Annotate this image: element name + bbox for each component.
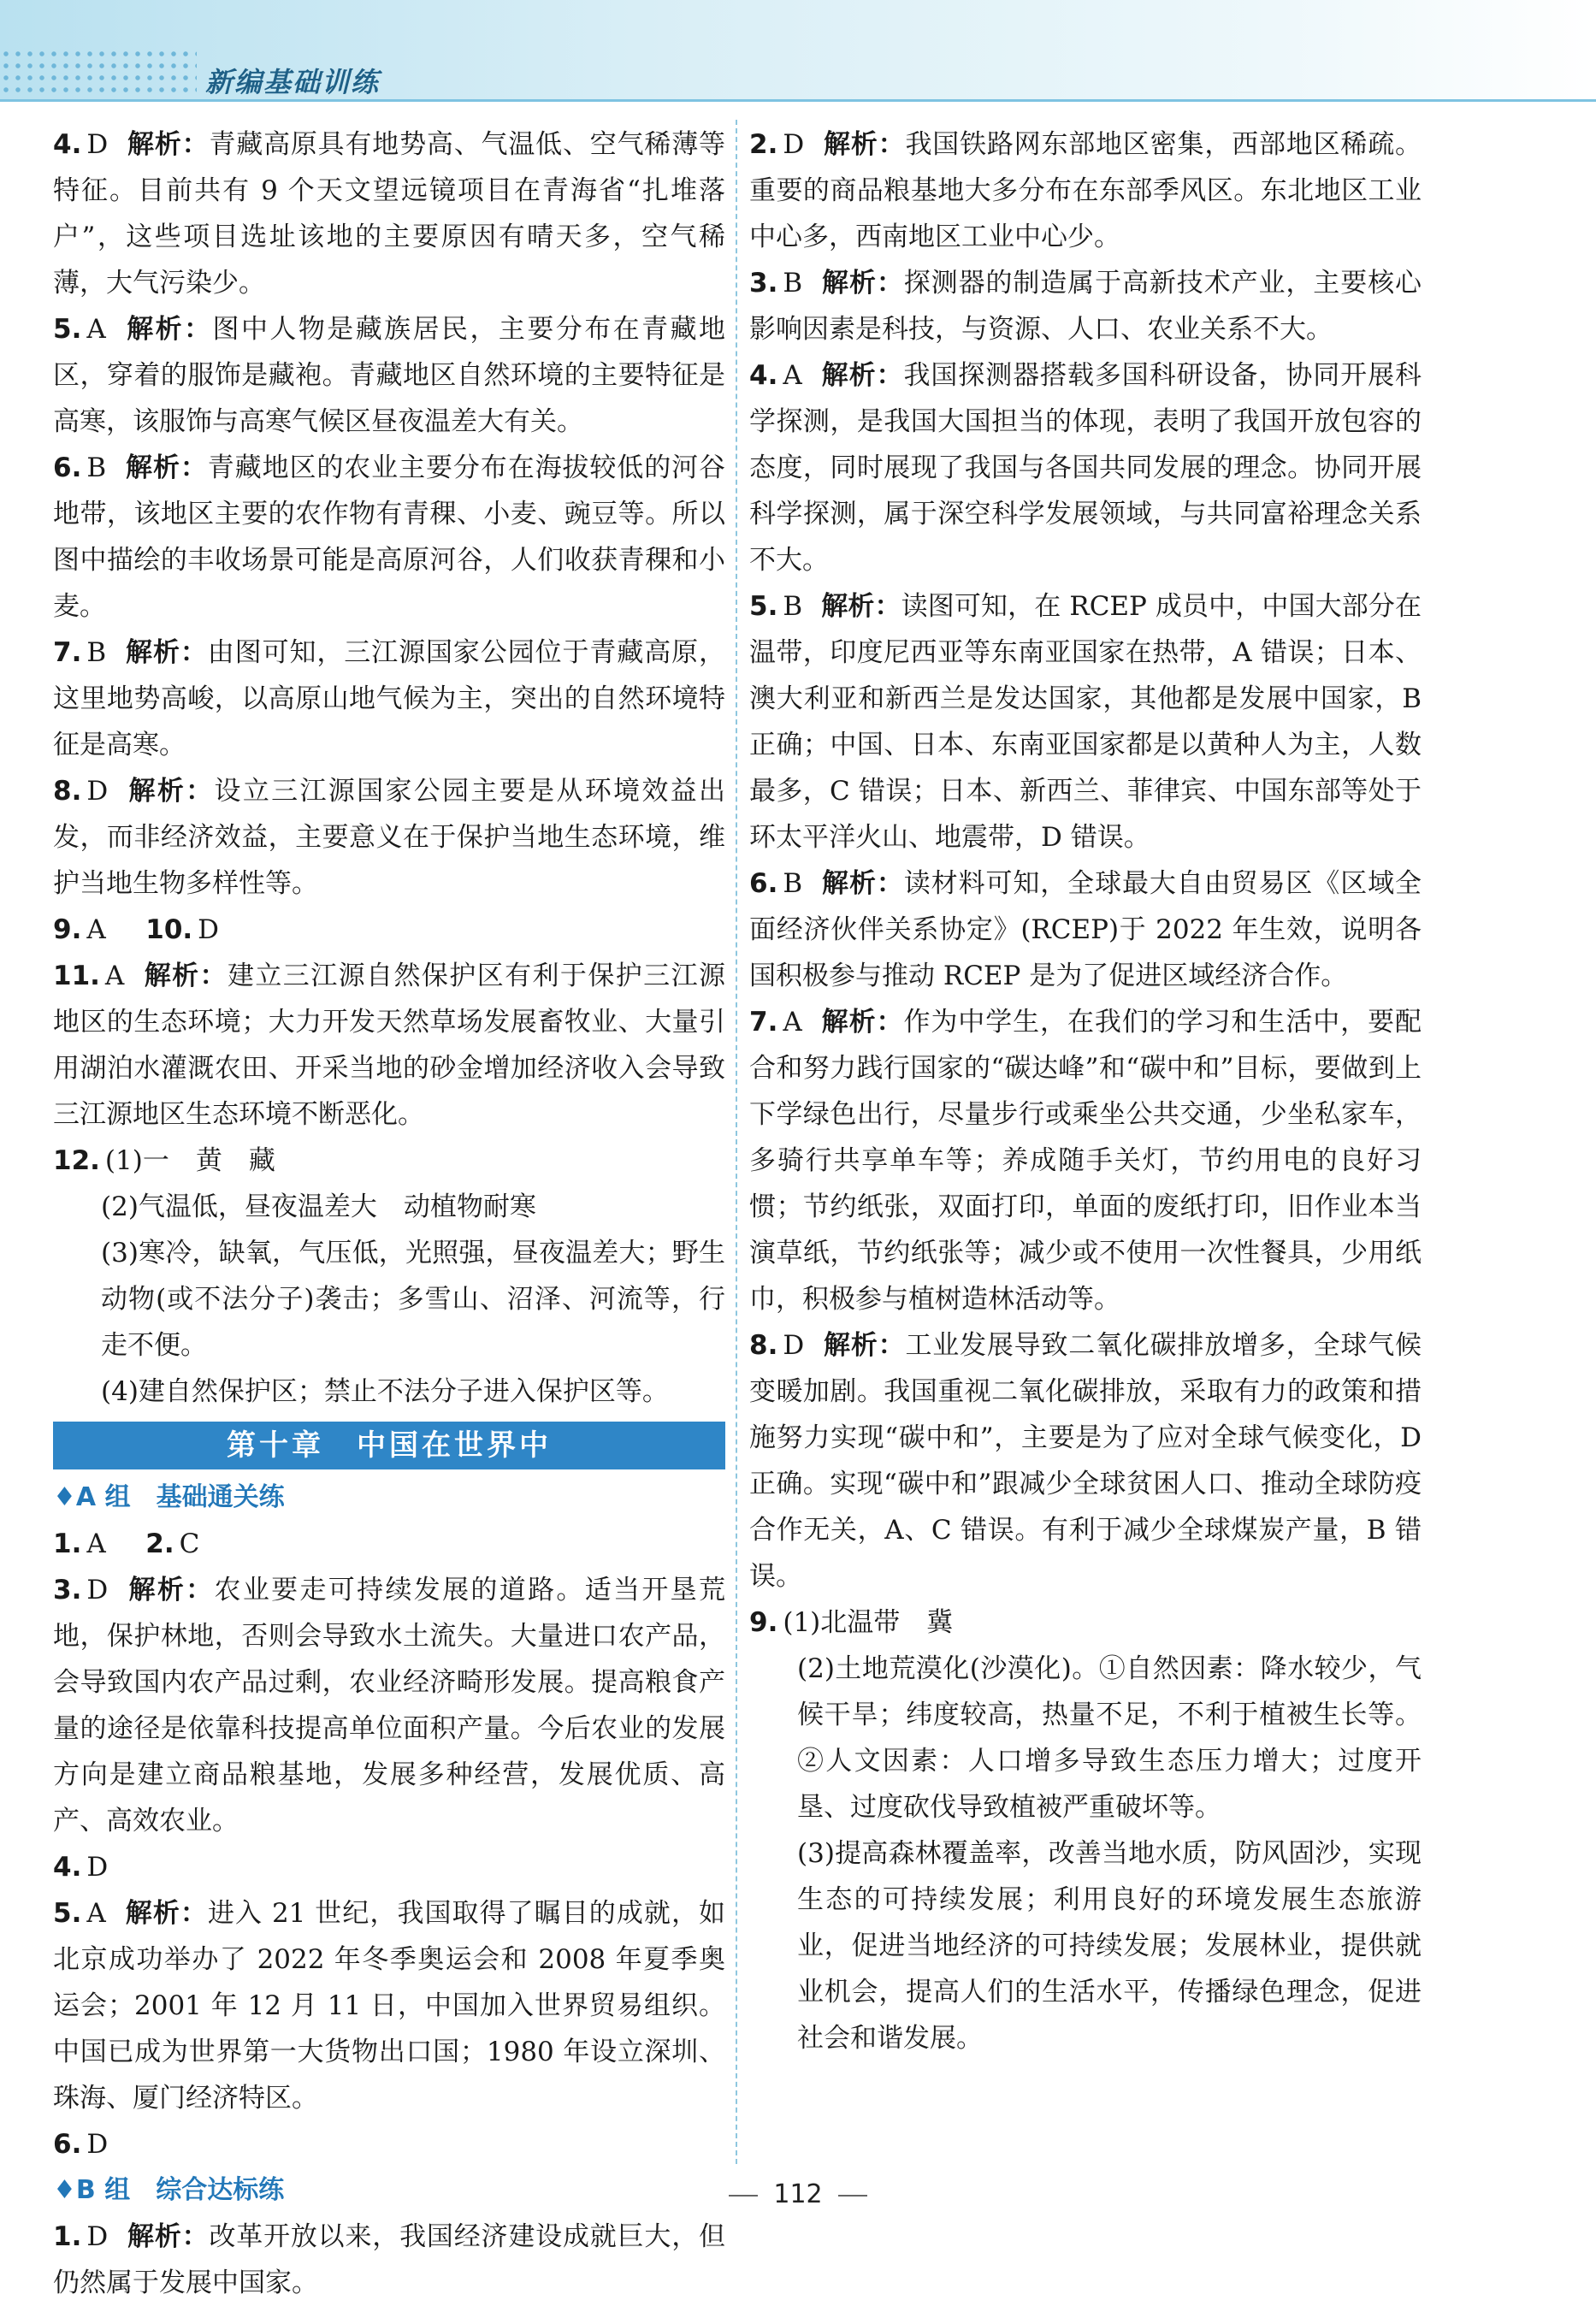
answer-item-12: 12. (1)一 黄 藏	[53, 1145, 275, 1176]
dash-left	[729, 2195, 758, 2197]
chapter-heading: 第十章 中国在世界中	[53, 1422, 725, 1469]
right-answer-list	[749, 121, 1422, 1599]
answer-item-r9: 9. (1)北温带 冀	[749, 1607, 954, 1638]
header-rule	[0, 99, 1596, 102]
answer-item-b1: 1. D 解析：改革开放以来，我国经济建设成就巨大，但仍然属于发展中国家。	[53, 2221, 725, 2298]
answer-item-12-part-2: (2)气温低，昼夜温差大 动植物耐寒	[101, 1191, 536, 1222]
answer-item-12-part-4: (4)建自然保护区；禁止不法分子进入保护区等。	[101, 1376, 669, 1407]
answer-item: 6. B 解析：读材料可知，全球最大自由贸易区《区域全面经济伙伴关系协定》(RCEP)于 2022 年生效，说明各国积极参与推动 RCEP 是为了促进区域经济合作。	[749, 868, 1422, 991]
header-dot-pattern	[0, 48, 197, 98]
answer-item-r9-part-3: (3)提高森林覆盖率，改善当地水质，防风固沙，实现生态的可持续发展；利用良好的环境发展生态旅游业，促进当地经济的可持续发展；发展林业，提供就业机会，提高人们的生活水平，传播绿色理念，促进社会和谐发展。	[797, 1838, 1422, 2054]
right-column	[749, 121, 1422, 2061]
answer-item: 5. A 解析：图中人物是藏族居民，主要分布在青藏地区，穿着的服饰是藏袍。青藏地区自然环境的主要特征是高寒，该服饰与高寒气候区昼夜温差大有关。	[53, 314, 726, 437]
dash-right	[838, 2195, 867, 2197]
group-b-heading: ♦B 组 综合达标练	[53, 2175, 285, 2205]
answer-item: 2. D 解析：我国铁路网东部地区密集，西部地区稀疏。重要的商品粮基地大多分布在东部季风区。东北地区工业中心多，西南地区工业中心少。	[749, 129, 1422, 252]
answer-item-9-10: 9. A 10. D	[53, 914, 220, 945]
answer-item-a6: 6. D	[53, 2129, 109, 2160]
page-number: 112	[0, 2179, 1596, 2209]
answer-item-a1-a2: 1. A 2. C	[53, 1528, 200, 1559]
diamond-icon: ♦	[53, 2175, 76, 2205]
answer-item: 8. D 解析：设立三江源国家公园主要是从环境效益出发，而非经济效益，主要意义在于保护当地生态环境，维护当地生物多样性等。	[53, 776, 726, 899]
answer-item: 3. B 解析：探测器的制造属于高新技术产业，主要核心影响因素是科技，与资源、人口、农业关系不大。	[749, 268, 1422, 345]
answer-item: 5. B 解析：读图可知，在 RCEP 成员中，中国大部分在温带，印度尼西亚等东南亚国家在热带，A 错误；日本、澳大利亚和新西兰是发达国家，其他都是发展中国家，B 正确；中国、日本、东南亚国家都是以黄种人为主，人数最多，C 错误；日本、新西兰、菲律宾、中国东部等处于环太平洋火山、地震带，D 错误。	[749, 591, 1422, 853]
answer-item: 7. A 解析：作为中学生，在我们的学习和生活中，要配合和努力践行国家的“碳达峰”和“碳中和”目标，要做到上下学绿色出行，尽量步行或乘坐公共交通，少坐私家车，多骑行共享单车等；养成随手关灯，节约用电的良好习惯；节约纸张，双面打印，单面的废纸打印，旧作业本当演草纸，节约纸张等；减少或不使用一次性餐具，少用纸巾，积极参与植树造林活动等。	[749, 1007, 1422, 1315]
answer-item-r9-part-2: (2)土地荒漠化(沙漠化)。①自然因素：降水较少，气候干旱；纬度较高，热量不足，不利于植被生长等。②人文因素：人口增多导致生态压力增大；过度开垦、过度砍伐导致植被严重破坏等。	[797, 1653, 1422, 1823]
answer-item: 4. A 解析：我国探测器搭载多国科研设备，协同开展科学探测，是我国大国担当的体现，表明了我国开放包容的态度，同时展现了我国与各国共同发展的理念。协同开展科学探测，属于深空科学发展领域，与共同富裕理念关系不大。	[749, 360, 1422, 576]
answer-item-a4: 4. D	[53, 1852, 109, 1883]
answer-item: 4. D 解析：青藏高原具有地势高、气温低、空气稀薄等特征。目前共有 9 个天文望远镜项目在青海省“扎堆落户”，这些项目选址该地的主要原因有晴天多，空气稀薄，大气污染少。	[53, 129, 725, 299]
answer-item: 6. B 解析：青藏地区的农业主要分布在海拔较低的河谷地带，该地区主要的农作物有青稞、小麦、豌豆等。所以图中描绘的丰收场景可能是高原河谷，人们收获青稞和小麦。	[53, 452, 726, 622]
column-divider	[736, 120, 737, 2164]
answer-item-11: 11. A 解析：建立三江源自然保护区有利于保护三江源地区的生态环境；大力开发天然草场发展畜牧业、大量引用湖泊水灌溉农田、开采当地的砂金增加经济收入会导致三江源地区生态环境不断恶化。	[53, 961, 725, 1130]
group-a-heading: ♦A 组 基础通关练	[53, 1482, 285, 1512]
answer-item-a5: 5. A 解析：进入 21 世纪，我国取得了瞩目的成就，如北京成功举办了 2022 年冬季奥运会和 2008 年夏季奥运会；2001 年 12 月 11 日，中国加入世界贸易组织。中国已成为世界第一大货物出口国；1980 年设立深圳、珠海、厦门经济特区。	[53, 1898, 726, 2114]
answer-item-a3: 3. D 解析：农业要走可持续发展的道路。适当开垦荒地，保护林地，否则会导致水土流失。大量进口农产品，会导致国内农产品过剩，农业经济畸形发展。提高粮食产量的途径是依靠科技提高单位面积产量。今后农业的发展方向是建立商品粮基地，发展多种经营，发展优质、高产、高效农业。	[53, 1575, 726, 1836]
answer-item: 7. B 解析：由图可知，三江源国家公园位于青藏高原，这里地势高峻，以高原山地气候为主，突出的自然环境特征是高寒。	[53, 637, 726, 760]
answer-item: 8. D 解析：工业发展导致二氧化碳排放增多，全球气候变暖加剧。我国重视二氧化碳排放，采取有力的政策和措施努力实现“碳中和”，主要是为了应对全球气候变化，D 正确。实现“碳中和”跟减少全球贫困人口、推动全球防疫合作无关，A、C 错误。有利于减少全球煤炭产量，B 错误。	[749, 1330, 1422, 1592]
diamond-icon: ♦	[53, 1482, 76, 1512]
left-answer-list	[53, 121, 725, 907]
left-column	[53, 121, 725, 2306]
answer-item-12-part-3: (3)寒冷，缺氧，气压低，光照强，昼夜温差大；野生动物(或不法分子)袭击；多雪山、沼泽、河流等，行走不便。	[101, 1238, 725, 1361]
header-title: 新编基础训练	[205, 66, 381, 98]
